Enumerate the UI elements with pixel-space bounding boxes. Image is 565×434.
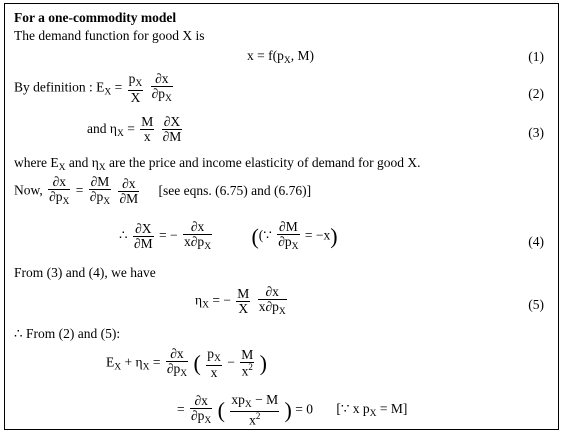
equation-1-number: (1): [528, 49, 544, 64]
equation-3: and $\eta_X$ = $\frac{M}{x}$ $\frac{\partial X}{\partial M}$: [87, 114, 182, 145]
equation-5-number: (5): [528, 297, 544, 312]
sum-equation: $E_X + \eta_X$ = $\frac{\partial x}{\partial p_X}$ ( $\frac{p_X}{x}$ − $\frac{M}{x^2}$ ): [106, 346, 267, 380]
result-equation: = $\frac{\partial x}{\partial p_X}$ ( $\frac{xp_X - M}{x^2}$ ) = 0 [∵ x $p_X = M$]: [177, 392, 408, 428]
equation-4: ∴ $\frac{\partial X}{\partial M}$ = − $\frac{\partial x}{x\partial p_X}$ ((∵ $\frac{\partial M}{\partial p_X}$ = −x): [119, 219, 338, 253]
from-3-4-text: From (3) and (4), we have: [14, 265, 156, 280]
equation-4-number: (4): [528, 234, 544, 249]
equation-5: $\eta_X$ = − $\frac{M}{X}$ $\frac{\partial x}{x\partial p_X}$: [195, 284, 286, 318]
now-equation: Now, $\frac{\partial x}{\partial p_X}$ = $\frac{\partial M}{\partial p_X}$ $\frac{\partial x}{\partial M}$ [see eqns. (6.75) and (6.76)]: [14, 174, 312, 208]
heading: For a one-commodity model: [14, 10, 177, 25]
equation-2: By definition : $E_X$ = $\frac{p_X}{X}$ $\frac{\partial x}{\partial p_X}$: [14, 71, 172, 105]
equation-3-number: (3): [528, 125, 544, 140]
demand-intro-text: The demand function for good X is: [14, 28, 205, 43]
where-text: where $E_X$ and $\eta_X$ are the price and income elasticity of demand for good X.: [14, 155, 421, 173]
document-box: [4, 3, 559, 430]
equation-2-number: (2): [528, 86, 544, 101]
from-2-5-text: ∴ From (2) and (5):: [14, 326, 121, 341]
equation-1: $x = f(p_X$, M): [247, 48, 314, 66]
